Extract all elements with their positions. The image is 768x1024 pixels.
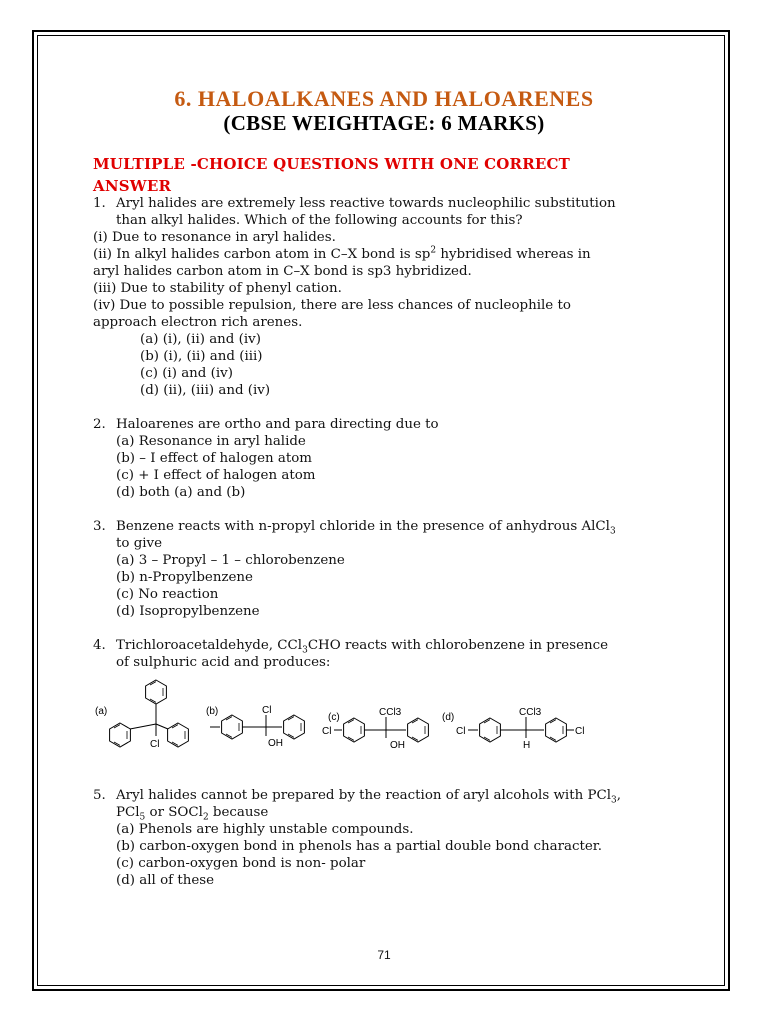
structure-a-label: (a): [95, 706, 108, 717]
q3-option-c: (c) No reaction: [116, 587, 219, 602]
subscript: 3: [609, 526, 616, 537]
q1-option-d: (d) (ii), (iii) and (iv): [140, 383, 271, 398]
question-4-line2: of sulphuric acid and produces:: [116, 655, 331, 670]
section-heading-line1: MULTIPLE -CHOICE QUESTIONS WITH ONE CORRECT: [93, 155, 571, 173]
question-5-line2: [93, 804, 693, 821]
structure-b-cl: Cl: [262, 705, 272, 716]
statement-ii-text-end: hybridised whereas in: [436, 247, 591, 262]
chapter-subtitle: (CBSE WEIGHTAGE: 6 MARKS): [223, 111, 545, 135]
question-list: [93, 195, 693, 671]
q2-option-d: (d) both (a) and (b): [116, 485, 246, 500]
q2-option-a: (a) Resonance in aryl halide: [116, 434, 306, 449]
structure-d-h: H: [523, 740, 531, 751]
subscript: 3: [302, 645, 308, 656]
subscript: 2: [202, 812, 209, 823]
question-1-text: Aryl halides are extremely less reactive towards nucleophilic substitution: [116, 196, 616, 211]
q1-option-b: (b) (i), (ii) and (iii): [140, 349, 263, 364]
q4-structures: [92, 678, 612, 758]
question-2-text: Haloarenes are ortho and para directing due to: [116, 417, 439, 432]
question-3-line2: to give: [116, 536, 163, 551]
superscript: 2: [430, 245, 437, 256]
question-5-text: Aryl halides cannot be prepared by the reaction of aryl alcohols with PCl: [116, 788, 611, 803]
q3-option-d: (d) Isopropylbenzene: [116, 604, 260, 619]
statement-iii: (iii) Due to stability of phenyl cation.: [93, 281, 342, 296]
section-heading-line2: ANSWER: [93, 177, 172, 195]
pcl5-text: PCl: [116, 805, 140, 820]
statement-ii-line2: aryl halides carbon atom in C–X bond is sp3 hybridized.: [93, 264, 472, 279]
structure-b-label: (b): [206, 706, 219, 717]
question-3-text: Benzene reacts with n-propyl chloride in the presence of anhydrous AlCl: [116, 519, 610, 534]
question-2-line1: [93, 416, 693, 433]
question-1-line1: [93, 195, 693, 212]
q5-option-b: (b) carbon-oxygen bond in phenols has a partial double bond character.: [116, 839, 602, 854]
structure-d-label: (d): [442, 712, 455, 723]
structure-c-cl: Cl: [322, 726, 332, 737]
question-5-text-end: ,: [616, 788, 621, 803]
q5-option-d: (d) all of these: [116, 873, 215, 888]
structure-d-ccl3: CCl3: [519, 707, 542, 718]
structure-c-oh: OH: [390, 740, 405, 751]
structure-a: [95, 680, 188, 750]
q1-option-a: (a) (i), (ii) and (iv): [140, 332, 261, 347]
q2-option-c: (c) + I effect of halogen atom: [116, 468, 316, 483]
question-3-line1: [93, 518, 693, 535]
statement-iv-line1: (iv) Due to possible repulsion, there are less chances of nucleophile to: [93, 298, 571, 313]
statement-ii-text: (ii) In alkyl halides carbon atom in C–X bond is sp: [93, 247, 431, 262]
q3-option-a: (a) 3 – Propyl – 1 – chlorobenzene: [116, 553, 345, 568]
subscript: 5: [139, 812, 146, 823]
structure-c-label: (c): [328, 712, 340, 723]
structure-d: [442, 707, 584, 751]
structure-c: [322, 707, 428, 751]
q5-option-a: (a) Phenols are highly unstable compounds.: [116, 822, 414, 837]
page-number: 71: [377, 948, 391, 962]
statement-i: (i) Due to resonance in aryl halides.: [93, 230, 336, 245]
structure-d-cl-left: Cl: [456, 726, 466, 737]
q5-option-c: (c) carbon-oxygen bond is non- polar: [116, 856, 366, 871]
question-1-number: 1.: [93, 196, 106, 211]
structure-diagrams: [92, 678, 612, 758]
structure-a-cl: Cl: [150, 739, 160, 750]
question-4-text-end: CHO reacts with chlorobenzene in presence: [307, 638, 609, 653]
chapter-title: 6. HALOALKANES AND HALOARENES: [174, 86, 594, 111]
structure-d-cl-right: Cl: [575, 726, 585, 737]
q1-option-c: (c) (i) and (iv): [140, 366, 233, 381]
structure-b: [206, 705, 304, 749]
question-5-number: 5.: [93, 788, 106, 803]
question-2-number: 2.: [93, 417, 106, 432]
question-4-number: 4.: [93, 638, 106, 653]
structure-c-ccl3: CCl3: [379, 707, 402, 718]
section-heading: [93, 153, 653, 197]
q3-option-b: (b) n-Propylbenzene: [116, 570, 253, 585]
question-3-number: 3.: [93, 519, 106, 534]
question-4-line1: [93, 637, 693, 654]
question-4-text: Trichloroacetaldehyde, CCl: [116, 638, 303, 653]
statement-iv-line2: approach electron rich arenes.: [93, 315, 303, 330]
question-5-line1: [93, 787, 693, 804]
question-1-line2: than alkyl halides. Which of the following accounts for this?: [116, 213, 523, 228]
q2-option-b: (b) – I effect of halogen atom: [116, 451, 313, 466]
socl2-text: or SOCl: [145, 805, 203, 820]
structure-b-oh: OH: [268, 738, 283, 749]
subscript: 3: [611, 795, 617, 806]
because-text: because: [208, 805, 269, 820]
question-5: [93, 787, 693, 889]
statement-ii-line1: [93, 246, 693, 263]
